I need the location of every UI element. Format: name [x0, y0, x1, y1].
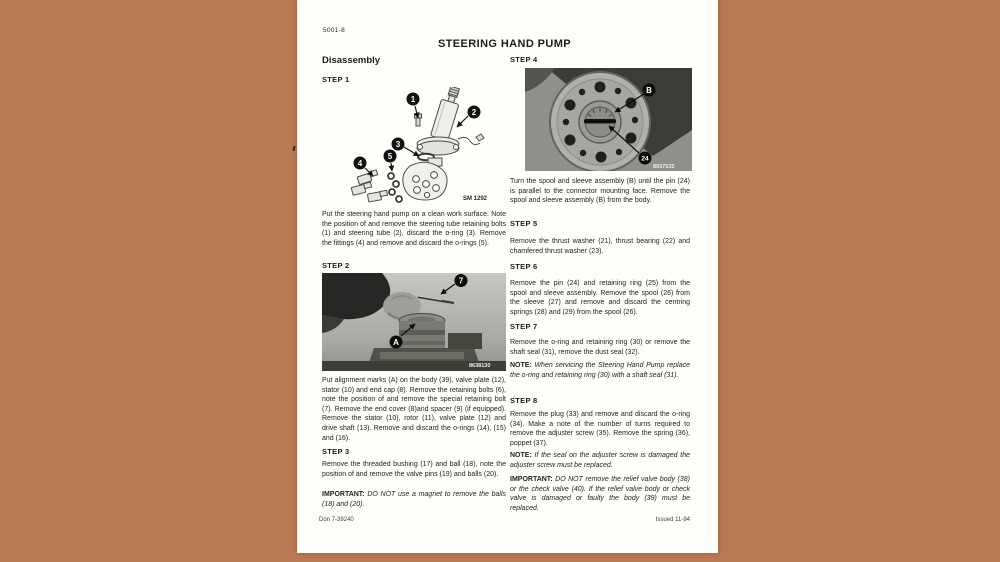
step4-body: Turn the spool and sleeve assembly (B) until the pin (24) is parallel to the connector mounting face. Remove the spool and sleeve assembly (B) from the body. [510, 178, 690, 205]
svg-text:7: 7 [458, 276, 464, 286]
note-text: If the seal on the adjuster screw is damaged the adjuster screw must be replaced. [510, 452, 691, 469]
svg-text:B: B [646, 85, 652, 95]
step5-heading: STEP 5 [510, 219, 538, 228]
footer-doc-number: Don 7-39240 [319, 517, 354, 523]
step3-body: Remove the threaded bushing (17) and ball (18), note the position of and remove the valve pins (19) and balls (20). [322, 461, 506, 478]
svg-text:4: 4 [357, 158, 363, 168]
callout-2 [468, 106, 481, 119]
callout-1 [407, 93, 420, 106]
step7-note [510, 361, 690, 380]
important-label: IMPORTANT: [322, 491, 365, 498]
callout-3 [392, 138, 405, 151]
step1-heading: STEP 1 [322, 75, 350, 84]
step6-heading: STEP 6 [510, 262, 538, 271]
note-text: When servicing the Steering Hand Pump replace the o-ring and retaining ring (30) with a shaft seal (31). [510, 362, 691, 379]
step3-heading: STEP 3 [322, 447, 350, 456]
step8-note [510, 451, 690, 470]
important-label: IMPORTANT: [510, 476, 553, 483]
svg-text:24: 24 [641, 155, 649, 163]
manual-page [297, 0, 718, 553]
figure4-id: 8937535 [653, 164, 675, 170]
page-title: STEERING HAND PUMP [437, 38, 572, 50]
note-label: NOTE: [510, 452, 532, 459]
step2-body: Put alignment marks (A) on the body (39), valve plate (12), stator (10) and end cap (8). Remove the retaining bolts (6), note the position of and remove the special retaining bolt (7). Remove the end cover (8)and spacer (9) (if equipped). Remove the stator (10), rotor (11), valve plate (12) and drive shaft (13). Remove and discard the o-rings (14), (15) and (16). [322, 377, 506, 442]
step7-heading: STEP 7 [510, 322, 538, 331]
svg-text:2: 2 [471, 107, 477, 117]
spool-sleeve-photo [525, 68, 692, 171]
section-heading: Disassembly [322, 55, 381, 66]
exploded-pump-drawing [330, 87, 508, 205]
callout-5 [384, 150, 397, 163]
footer-issue-date: Issued 11-94 [655, 517, 690, 523]
step2-figure-photo [322, 273, 506, 371]
step3-important [322, 490, 506, 509]
figure2-id: 8638130 [469, 363, 491, 369]
figure1-id: SM 1292 [463, 196, 488, 202]
scan-speck [292, 146, 295, 151]
svg-text:A: A [393, 337, 399, 347]
callout-4 [354, 157, 367, 170]
step8-important [510, 475, 690, 513]
step8-body: Remove the plug (33) and remove and discard the o-ring (34). Make a note of the number of turns required to remove the adjuster screw (35). Remove the spring (36), poppet (37). [510, 411, 690, 447]
callout-A [390, 336, 403, 349]
step2-heading: STEP 2 [322, 261, 350, 270]
important-text: DO NOT remove the relief valve body (38) or the check valve (40). If the relief valve body or check valve is damaged or faulty the body (39) must be replaced. [510, 476, 690, 512]
step4-figure-photo [525, 68, 692, 171]
svg-text:3: 3 [395, 139, 401, 149]
callout-7 [455, 274, 468, 287]
svg-text:5: 5 [387, 151, 393, 161]
callout-24 [639, 152, 652, 165]
step4-heading: STEP 4 [510, 55, 538, 64]
callout-B [643, 84, 656, 97]
step1-figure-exploded-diagram [330, 87, 508, 205]
step1-body: Put the steering hand pump on a clean work surface. Note the position of and remove the steering tube retaining bolts (1) and steering tube (2), discard the o-ring (3). Remove the fittings (4) and remove and discard the o-rings (5). [322, 211, 506, 247]
note-label: NOTE: [510, 362, 532, 369]
step5-body: Remove the thrust washer (21), thrust bearing (22) and chamfered thrust washer (23). [510, 238, 690, 255]
step8-heading: STEP 8 [510, 396, 538, 405]
important-text: DO NOT use a magnet to remove the balls (18) and (20). [322, 491, 507, 508]
step6-body: Remove the pin (24) and retaining ring (25) from the spool and sleeve assembly. Remove the spool (26) from the sleeve (27) and remove and discard the centring springs (28) and (29) from the spool (26). [510, 280, 690, 316]
pump-in-vise-photo [322, 273, 506, 371]
step7-body: Remove the o-ring and retaining ring (30) or remove the shaft seal (31), remove the dust seal (32). [510, 339, 690, 356]
svg-text:1: 1 [410, 94, 416, 104]
page-number: 5001-8 [323, 27, 346, 34]
